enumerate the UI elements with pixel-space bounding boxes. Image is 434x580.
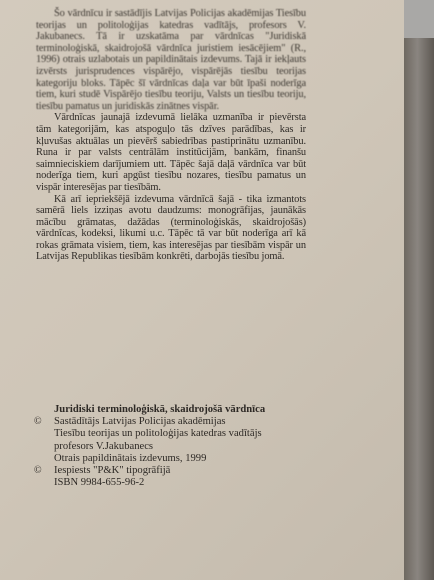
paragraph-third: Kā arī iepriekšējā izdevuma vārdnīcā šajā - tika izmantots samērā liels izziņas avotu daudzums: monogrāfijas, jaunākās mācību grāmatas, dažādas (terminoloģiskās, skaidrojošās) vārdnīcas, kodeksi, likumi u.c. Tāpēc tā var būt noderīga arī kā rokas grāmata visiem, tiem, kas interesējas par tiesībām vispār un Latvijas Republikas tiesībām konkrēti, darbojās tiesību jomā. — [36, 193, 306, 263]
author-lines — [54, 416, 262, 465]
colophon — [34, 404, 334, 489]
body-text — [36, 8, 306, 263]
printer-block — [34, 465, 334, 489]
paragraph-second: Vārdnīcas jaunajā izdevumā lielāka uzmanība ir pievērsta tām kategorijām, kas atspoguļo tās dzīves parādības, kas ir kļuvušas aktuālas un pievērš sabiedrības pastiprinātu uzmanību. Runa ir par valsts centrālām institūcijām, bankām, finanšu saimnieciskiem darījumiem utt. Tāpēc šajā daļā vārdnīca var būt noderīga tiem, kuri apgūst tiesību nozares, tiesību pamatus un vispār interesējas par tiesībām. — [36, 112, 306, 193]
copyright-block — [34, 416, 334, 465]
copyright-icon: © — [34, 465, 42, 477]
author-line: Otrais papildinātais izdevums, 1999 — [54, 452, 207, 464]
isbn-line: ISBN 9984-655-96-2 — [54, 477, 145, 489]
background-light — [404, 0, 434, 38]
printer-line: Iespiests "P&K" tipogrāfijā — [54, 465, 171, 477]
paragraph-intro: Šo vārdnīcu ir sastādījis Latvijas Policijas akadēmijas Tiesību teorijas un politoloģijas katedras vadītājs, profesors V. Jakubanecs. Tā ir uzskatāma par vārdnīcas "Juridiskā terminoloģiskā, skaidrojošā vārdnīca juristiem iesācējiem" (R., 1996) otrais uzlabotais un papildinātais izdevums. Tajā ir iekļauts izvērsts jurisprudences vispārējo, vispārējās tiesību teorijas kategoriju bloks. Tāpēc šī vārdnīcas daļa var būt īpaši noderīga tiem, kuri studē Vispārējo tiesību teoriju, Valsts un tiesību teoriju, tiesību pamatus un juridiskās zinātnes vispār. — [36, 8, 306, 112]
colophon-title: Juridiski terminoloģiskā, skaidrojošā vārdnīca — [54, 404, 266, 415]
copyright-icon: © — [34, 416, 42, 428]
printer-lines — [54, 465, 170, 489]
author-line: Sastādītājs Latvijas Policijas akadēmijas — [54, 416, 226, 428]
page-edge-shadow — [404, 0, 434, 580]
author-line: Tiesību teorijas un politoloģijas katedras vadītājs — [54, 428, 262, 440]
author-line: profesors V.Jakubanecs — [54, 440, 154, 452]
